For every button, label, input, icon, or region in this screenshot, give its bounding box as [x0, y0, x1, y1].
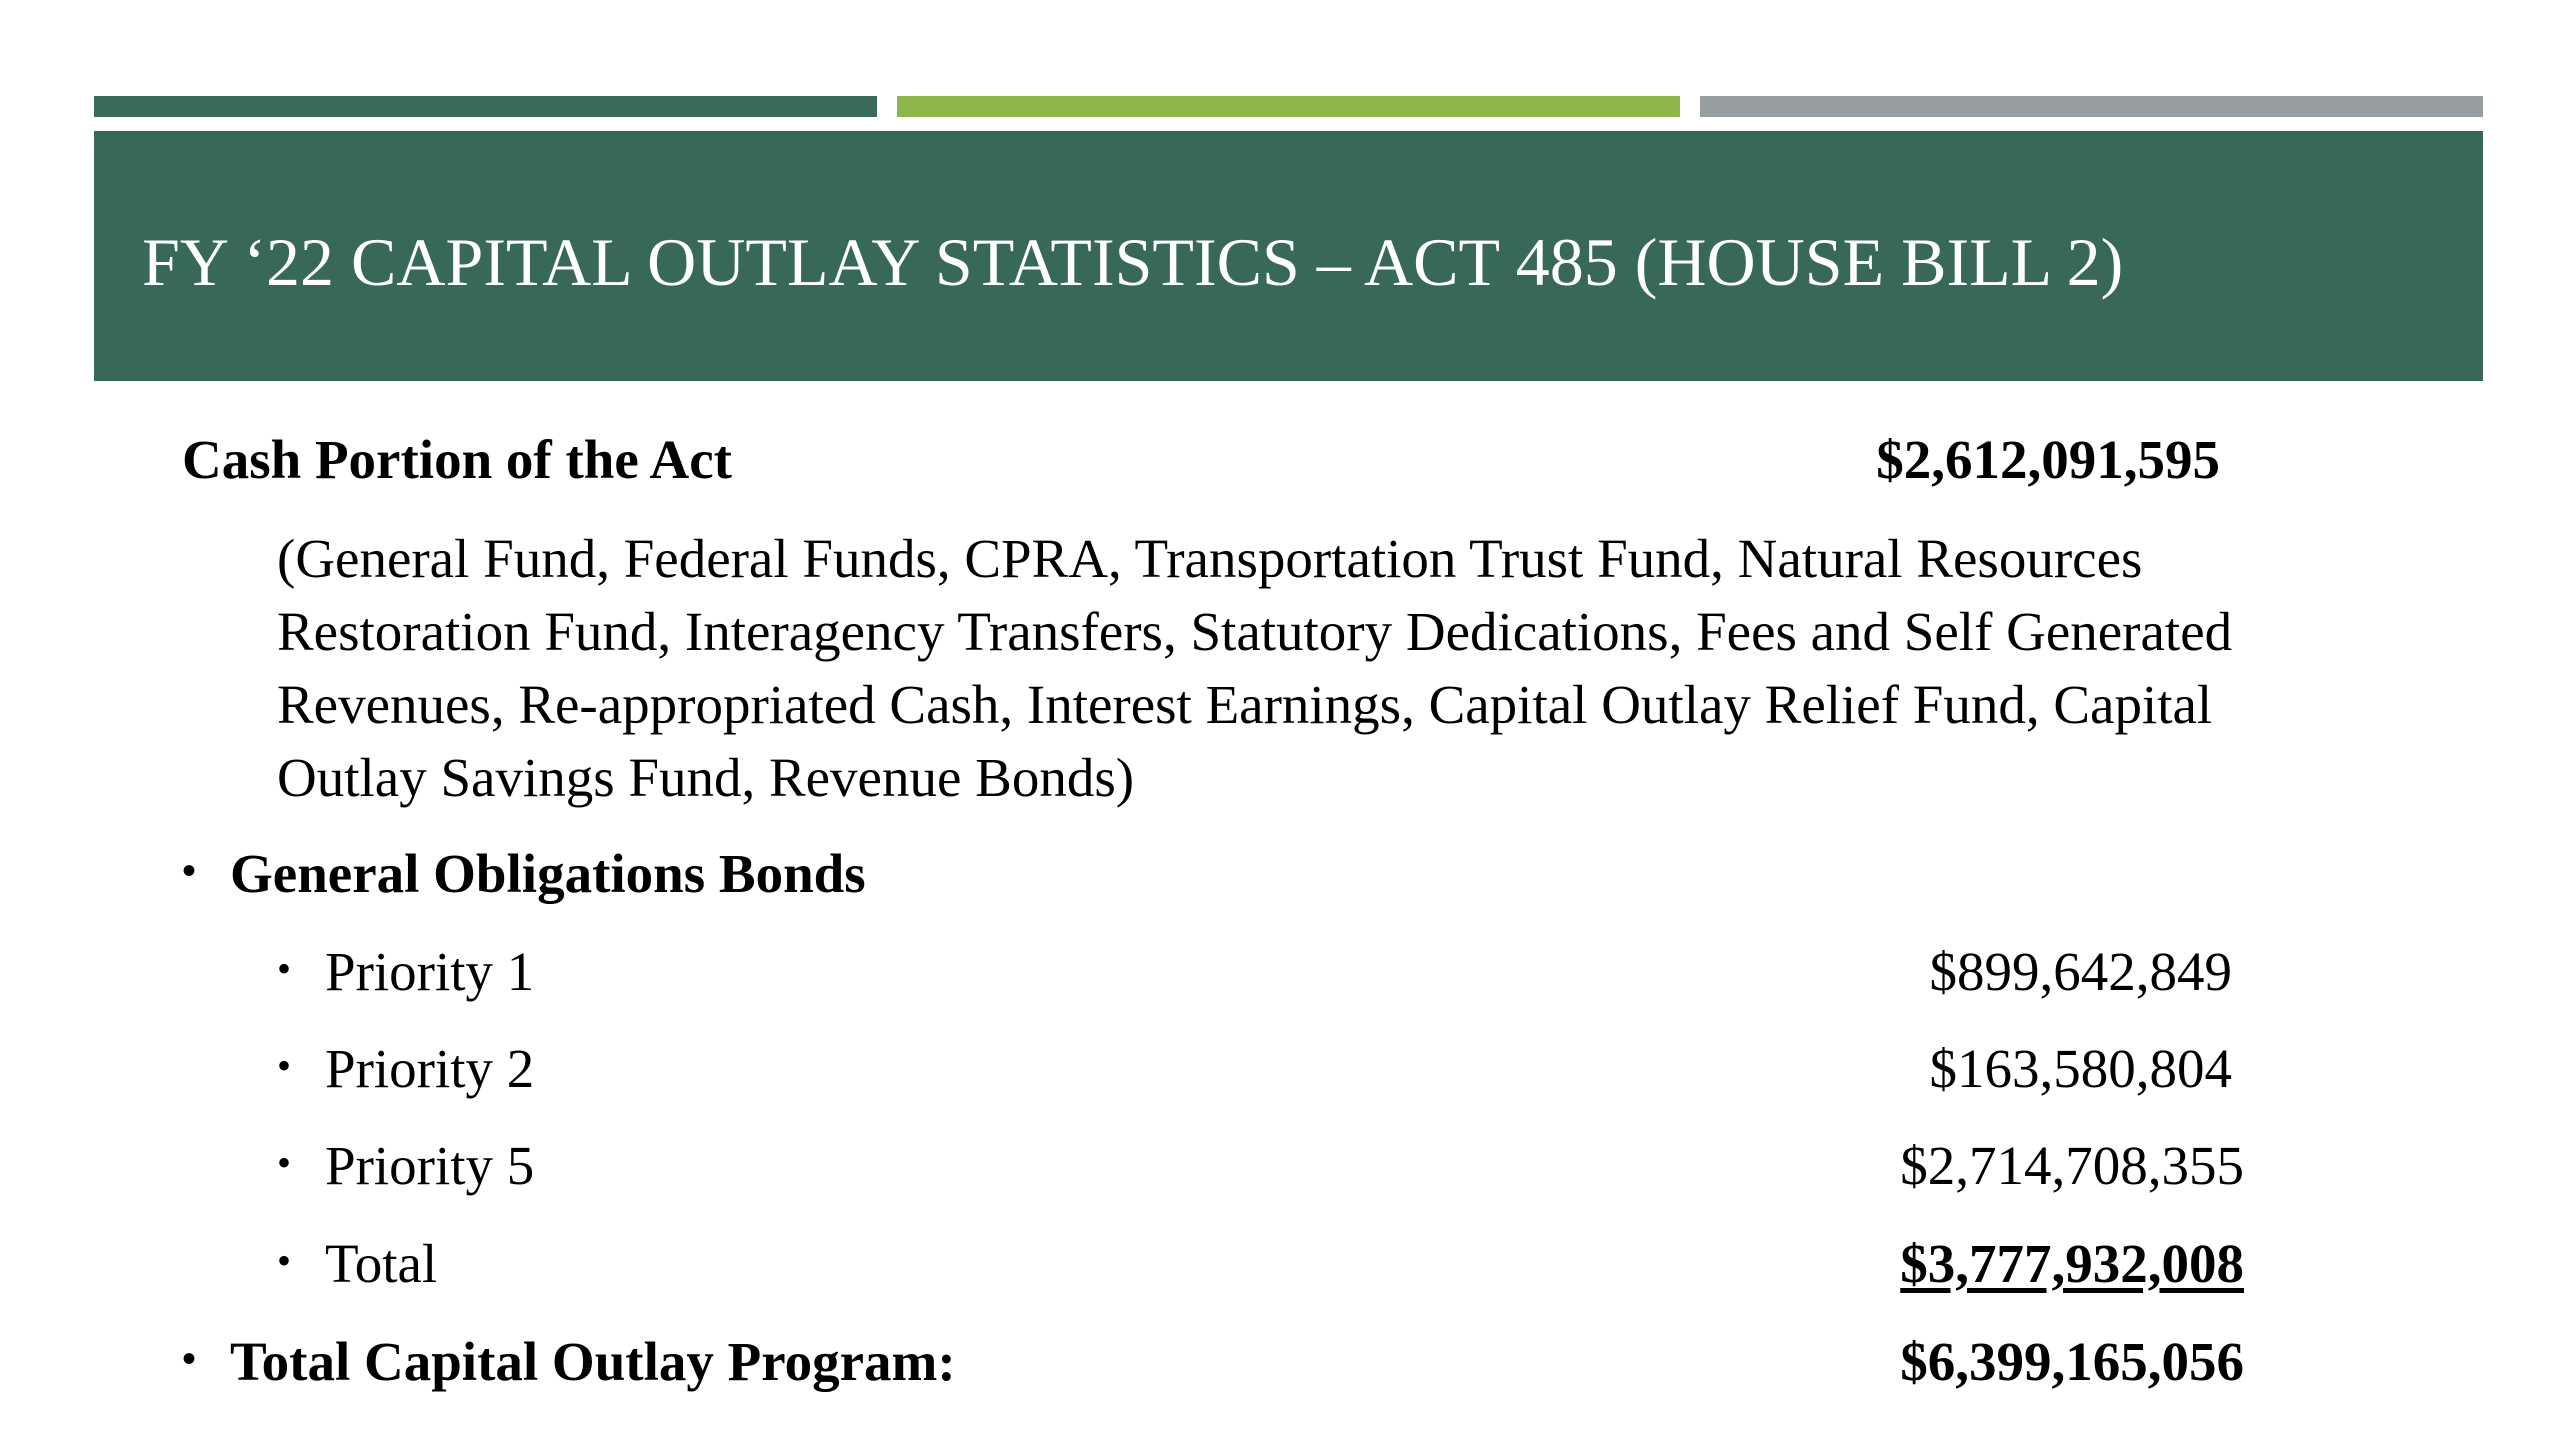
accent-bar-light-green [897, 96, 1680, 117]
title-band [94, 131, 2483, 381]
bullet-icon: • [277, 1238, 292, 1283]
bullet-icon: • [182, 1336, 197, 1381]
list-item-bonds-total [277, 1233, 438, 1294]
priority-2-amount: $163,580,804 [1929, 1038, 2232, 1099]
accent-bar-gray [1700, 96, 2483, 117]
list-item-priority-1 [277, 941, 535, 1002]
cash-portion-label: Cash Portion of the Act [182, 429, 732, 490]
page-title: FY ‘22 CAPITAL OUTLAY STATISTICS – ACT 485 (HOUSE BILL 2) [142, 224, 2124, 300]
general-obligation-bonds-label: General Obligations Bonds [230, 843, 866, 904]
bullet-icon: • [277, 1043, 292, 1088]
program-total-label: Total Capital Outlay Program: [230, 1331, 956, 1392]
list-item-priority-5 [277, 1135, 535, 1196]
priority-5-label: Priority 5 [325, 1135, 535, 1196]
bonds-total-amount: $3,777,932,008 [1900, 1233, 2244, 1294]
program-total-heading [182, 1331, 956, 1392]
bonds-total-label: Total [325, 1233, 438, 1294]
list-item-priority-2 [277, 1038, 535, 1099]
general-obligation-bonds-heading [182, 843, 866, 904]
priority-2-label: Priority 2 [325, 1038, 535, 1099]
accent-bar-dark-green [94, 96, 877, 117]
cash-portion-amount: $2,612,091,595 [1876, 429, 2220, 490]
bullet-icon: • [182, 848, 197, 893]
program-total-amount: $6,399,165,056 [1900, 1331, 2244, 1392]
bullet-icon: • [277, 1140, 292, 1185]
priority-1-amount: $899,642,849 [1929, 941, 2232, 1002]
bullet-icon: • [277, 946, 292, 991]
cash-portion-description: (General Fund, Federal Funds, CPRA, Transportation Trust Fund, Natural Resources Restoration Fund, Interagency Transfers, Statutory Dedications, Fees and Self Generated Revenues, Re-appropriated Cash, Interest Earnings, Capital Outlay Relief Fund, Capital Outlay Savings Fund, Revenue Bonds) [277, 528, 2233, 808]
priority-5-amount: $2,714,708,355 [1900, 1135, 2244, 1196]
priority-1-label: Priority 1 [325, 941, 535, 1002]
